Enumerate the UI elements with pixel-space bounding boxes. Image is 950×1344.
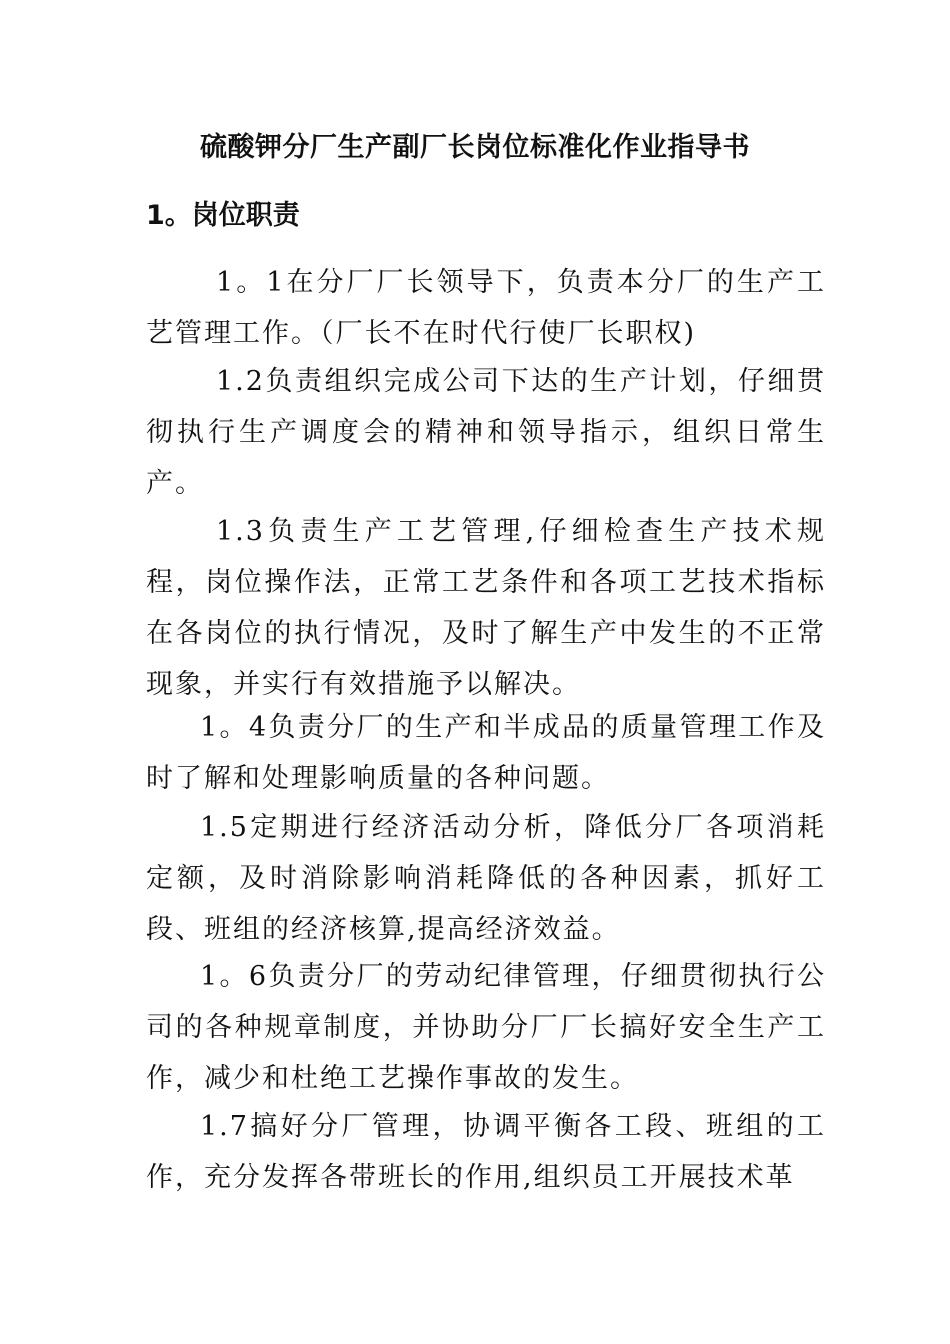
document-title: 硫酸钾分厂生产副厂长岗位标准化作业指导书 [200,132,750,163]
paragraph-1-2: 1.2负责组织完成公司下达的生产计划，仔细贯彻执行生产调度会的精神和领导指示，组织日常生产。 [146,366,826,499]
section-heading: 1。岗位职责 [146,200,300,231]
paragraph-1-4: 1。4负责分厂的生产和半成品的质量管理工作及时了解和处理影响质量的各种问题。 [146,712,826,794]
paragraph-1-3: 1.3负责生产工艺管理,仔细检查生产技术规程，岗位操作法，正常工艺条件和各项工艺技术指标在各岗位的执行情况，及时了解生产中发生的不正常现象，并实行有效措施予以解决。 [146,516,826,700]
paragraph-1-1: 1。1在分厂厂长领导下，负责本分厂的生产工艺管理工作。（厂长不在时代行使厂长职权) [146,267,826,349]
paragraph-1-6: 1。6负责分厂的劳动纪律管理，仔细贯彻执行公司的各种规章制度，并协助分厂厂长搞好安全生产工作，减少和杜绝工艺操作事故的发生。 [146,961,826,1094]
paragraph-1-5: 1.5定期进行经济活动分析，降低分厂各项消耗定额，及时消除影响消耗降低的各种因素，抓好工段、班组的经济核算,提高经济效益。 [146,812,826,945]
paragraph-1-7: 1.7搞好分厂管理，协调平衡各工段、班组的工作，充分发挥各带班长的作用,组织员工开展技术革 [146,1111,826,1193]
